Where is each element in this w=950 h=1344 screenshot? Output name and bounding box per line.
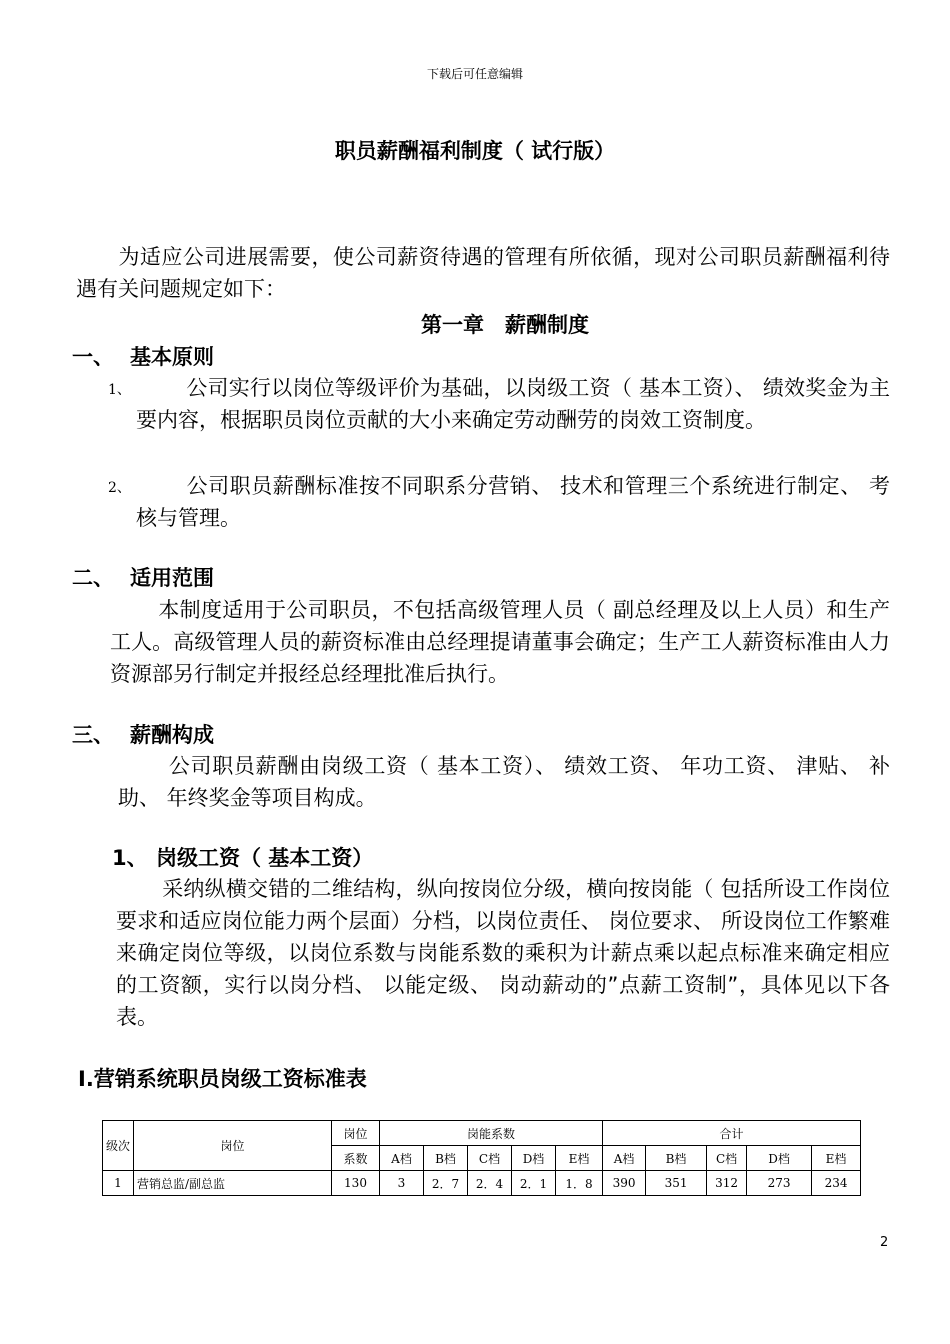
table-title: Ⅰ.营销系统职员岗级工资标准表 — [78, 1067, 367, 1091]
scope-paragraph — [110, 594, 890, 690]
section-title: 适用范围 — [130, 566, 214, 590]
list-item-text: 公司职员薪酬标准按不同职系分营销、 技术和管理三个系统进行制定、 考核与管理。 — [136, 474, 890, 530]
salary-table — [102, 1120, 861, 1196]
cell-total: 234 — [812, 1171, 861, 1196]
header-post: 岗位 — [134, 1121, 332, 1171]
cell-ability: 3 — [380, 1171, 424, 1196]
intro-paragraph — [76, 241, 890, 305]
total-grade-header: A档 — [603, 1146, 646, 1171]
page-header: 下载后可任意编辑 — [426, 67, 523, 81]
total-grade-header: C档 — [707, 1146, 747, 1171]
total-grade-header: B档 — [646, 1146, 707, 1171]
grade-header: D档 — [512, 1146, 556, 1171]
base-salary-text: 采纳纵横交错的二维结构，纵向按岗位分级，横向按岗能（ 包括所设工作岗位要求和适应岗位能力两个层面）分档，以岗位责任、 岗位要求、 所设岗位工作繁难来确定岗位等级，以岗位系数与岗能系数的乘积为计薪点乘以起点标准来确定相应的工资额，实行以岗分档、 以能定级、 岗动薪动的”点薪工资制”，具体见以下各表。 — [116, 877, 890, 1029]
grade-header: E档 — [556, 1146, 603, 1171]
cell-ability: 1．8 — [556, 1171, 603, 1196]
section-heading-composition — [72, 719, 214, 749]
total-grade-header: D档 — [747, 1146, 812, 1171]
document-title: 职员薪酬福利制度（ 试行版） — [334, 139, 616, 163]
scope-text: 本制度适用于公司职员，不包括高级管理人员（ 副总经理及以上人员）和生产工人。高级管理人员的薪资标准由总经理提请董事会确定；生产工人薪资标准由人力资源部另行制定并报经总经理批准后执行。 — [110, 598, 890, 686]
cell-ability: 2．1 — [512, 1171, 556, 1196]
cell-total: 390 — [603, 1171, 646, 1196]
header-total: 合计 — [603, 1121, 861, 1146]
grade-header: B档 — [424, 1146, 468, 1171]
section-heading-principles — [72, 341, 214, 371]
list-item-text: 公司实行以岗位等级评价为基础，以岗级工资（ 基本工资）、 绩效奖金为主要内容，根据职员岗位贡献的大小来确定劳动酬劳的岗效工资制度。 — [136, 376, 890, 432]
subsection-number: 1、 — [112, 846, 148, 870]
header-coef-top: 岗位 — [332, 1121, 380, 1146]
header-level: 级次 — [103, 1121, 134, 1171]
table-row — [103, 1171, 861, 1196]
intro-text: 为适应公司进展需要，使公司薪资待遇的管理有所依循，现对公司职员薪酬福利待遇有关问题规定如下： — [76, 245, 890, 301]
section-number: 二、 — [72, 566, 114, 590]
section-number: 三、 — [72, 723, 114, 747]
cell-post: 营销总监/副总监 — [134, 1171, 332, 1196]
subsection-heading-base-salary — [112, 842, 373, 872]
composition-paragraph — [118, 750, 890, 814]
chapter-title: 第一章 薪酬制度 — [421, 313, 589, 337]
cell-total: 273 — [747, 1171, 812, 1196]
page-number: 2 — [880, 1235, 889, 1250]
section-heading-scope — [72, 562, 214, 592]
cell-ability: 2．7 — [424, 1171, 468, 1196]
section-title: 薪酬构成 — [130, 723, 214, 747]
list-item — [136, 372, 890, 436]
base-salary-paragraph — [116, 873, 890, 1033]
composition-text: 公司职员薪酬由岗级工资（ 基本工资）、 绩效工资、 年功工资、 津贴、 补助、 年终奖金等项目构成。 — [118, 754, 890, 810]
cell-total: 312 — [707, 1171, 747, 1196]
header-coef-bottom: 系数 — [332, 1146, 380, 1171]
cell-ability: 2．4 — [468, 1171, 512, 1196]
subsection-title: 岗级工资（ 基本工资） — [156, 846, 374, 870]
grade-header: A档 — [380, 1146, 424, 1171]
section-title: 基本原则 — [130, 345, 214, 369]
list-number: 2、 — [108, 480, 131, 496]
total-grade-header: E档 — [812, 1146, 861, 1171]
cell-coef: 130 — [332, 1171, 380, 1196]
header-ability: 岗能系数 — [380, 1121, 603, 1146]
cell-level: 1 — [103, 1171, 134, 1196]
list-item — [136, 470, 890, 534]
section-number: 一、 — [72, 345, 114, 369]
list-number: 1、 — [108, 382, 131, 398]
grade-header: C档 — [468, 1146, 512, 1171]
cell-total: 351 — [646, 1171, 707, 1196]
table-header-row — [103, 1121, 861, 1146]
